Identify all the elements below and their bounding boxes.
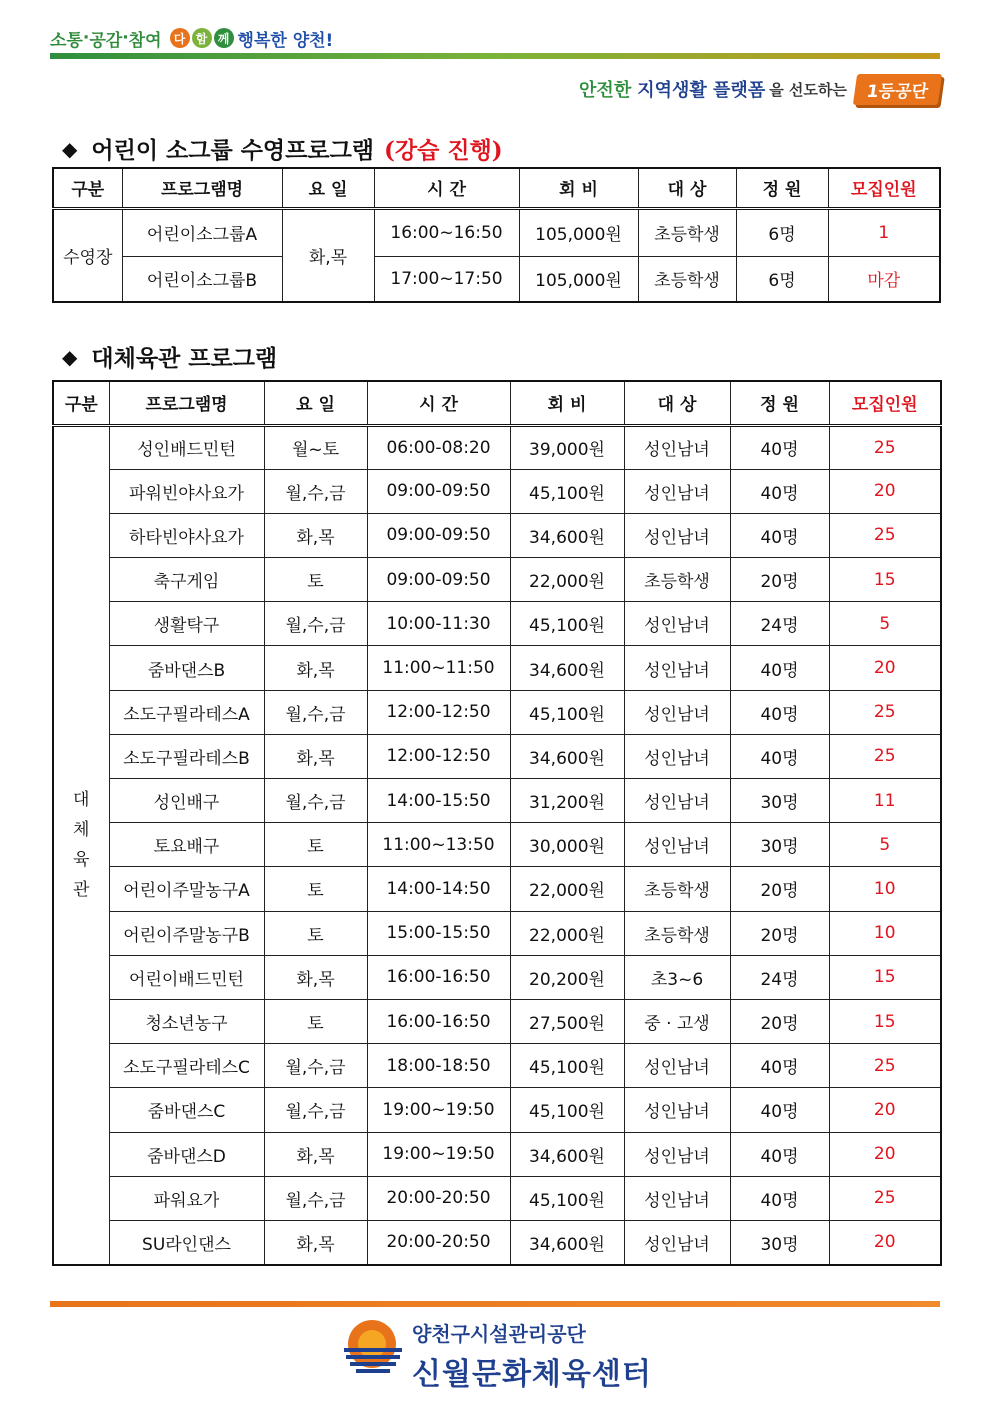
recruit-cell: 25 xyxy=(829,690,941,734)
col-header: 회 비 xyxy=(510,381,624,425)
recruit-cell: 20 xyxy=(829,1088,941,1132)
time-cell: 09:00-09:50 xyxy=(367,558,510,602)
diamond-bullet-icon: ◆ xyxy=(62,344,78,369)
fee-cell: 45,100원 xyxy=(510,1044,624,1088)
target-cell: 성인남녀 xyxy=(624,779,730,823)
table-row xyxy=(53,425,941,469)
recruit-cell: 10 xyxy=(829,911,941,955)
fee-cell: 22,000원 xyxy=(510,911,624,955)
capacity-cell: 24명 xyxy=(730,602,829,646)
days-cell: 화,목 xyxy=(282,208,374,302)
col-header: 대 상 xyxy=(638,168,736,208)
program-name: 어린이주말농구B xyxy=(109,911,264,955)
section1-title-text: 어린이 소그룹 수영프로그램 xyxy=(91,137,375,164)
time-cell: 11:00~11:50 xyxy=(367,646,510,690)
fee-cell: 105,000원 xyxy=(519,256,638,302)
capacity-cell: 20명 xyxy=(730,558,829,602)
capacity-cell: 40명 xyxy=(730,469,829,513)
slogan-right-3: 을 선도하는 xyxy=(769,80,847,99)
capacity-cell: 40명 xyxy=(730,1132,829,1176)
table-row xyxy=(53,690,941,734)
target-cell: 초등학생 xyxy=(638,256,736,302)
capacity-cell: 20명 xyxy=(730,999,829,1043)
target-cell: 초등학생 xyxy=(624,911,730,955)
target-cell: 초등학생 xyxy=(624,558,730,602)
days-cell: 토 xyxy=(264,823,367,867)
time-cell: 12:00-12:50 xyxy=(367,734,510,778)
col-header: 시 간 xyxy=(367,381,510,425)
days-cell: 월,수,금 xyxy=(264,1044,367,1088)
recruit-cell: 25 xyxy=(829,1044,941,1088)
col-header: 프로그램명 xyxy=(109,381,264,425)
table-row xyxy=(53,513,941,557)
time-cell: 19:00~19:50 xyxy=(367,1088,510,1132)
capacity-cell: 40명 xyxy=(730,425,829,469)
table-header-row xyxy=(53,168,940,208)
slogan-circle: 함 xyxy=(192,28,212,48)
target-cell: 초등학생 xyxy=(624,867,730,911)
col-header: 프로그램명 xyxy=(122,168,282,208)
recruit-cell: 15 xyxy=(829,999,941,1043)
section2-title xyxy=(62,340,277,373)
capacity-cell: 40명 xyxy=(730,513,829,557)
recruit-cell: 10 xyxy=(829,867,941,911)
slogan-right-1: 안전한 xyxy=(579,80,632,101)
time-cell: 11:00~13:50 xyxy=(367,823,510,867)
capacity-cell: 40명 xyxy=(730,1088,829,1132)
program-name: 소도구필라테스A xyxy=(109,690,264,734)
recruit-cell: 20 xyxy=(829,1132,941,1176)
footer-divider xyxy=(50,1301,940,1307)
time-cell: 09:00-09:50 xyxy=(367,513,510,557)
col-header: 모집인원 xyxy=(829,381,941,425)
category-cell: 수영장 xyxy=(53,208,122,302)
fee-cell: 105,000원 xyxy=(519,208,638,256)
time-cell: 20:00-20:50 xyxy=(367,1220,510,1264)
recruit-cell: 1 xyxy=(828,208,940,256)
time-cell: 15:00-15:50 xyxy=(367,911,510,955)
target-cell: 초3~6 xyxy=(624,955,730,999)
col-header: 회 비 xyxy=(519,168,638,208)
fee-cell: 31,200원 xyxy=(510,779,624,823)
table-row xyxy=(53,823,941,867)
fee-cell: 45,100원 xyxy=(510,602,624,646)
time-cell: 16:00-16:50 xyxy=(367,999,510,1043)
target-cell: 성인남녀 xyxy=(624,1176,730,1220)
table-row xyxy=(53,734,941,778)
capacity-cell: 40명 xyxy=(730,1044,829,1088)
time-cell: 16:00-16:50 xyxy=(367,955,510,999)
recruit-cell: 5 xyxy=(829,823,941,867)
fee-cell: 34,600원 xyxy=(510,513,624,557)
slogan-right-2: 지역생활 플랫폼 xyxy=(637,80,766,101)
capacity-cell: 20명 xyxy=(730,867,829,911)
header-slogan-right xyxy=(579,72,940,106)
fee-cell: 22,000원 xyxy=(510,867,624,911)
days-cell: 화,목 xyxy=(264,734,367,778)
header-slogan-left xyxy=(50,24,333,52)
capacity-cell: 24명 xyxy=(730,955,829,999)
table-row xyxy=(53,469,941,513)
target-cell: 성인남녀 xyxy=(624,823,730,867)
recruit-cell: 20 xyxy=(829,1220,941,1264)
program-name: 파워요가 xyxy=(109,1176,264,1220)
capacity-cell: 30명 xyxy=(730,1220,829,1264)
target-cell: 성인남녀 xyxy=(624,1088,730,1132)
time-cell: 14:00-15:50 xyxy=(367,779,510,823)
col-header: 구분 xyxy=(53,381,109,425)
recruit-cell: 20 xyxy=(829,469,941,513)
program-name: 청소년농구 xyxy=(109,999,264,1043)
diamond-bullet-icon: ◆ xyxy=(62,136,78,161)
days-cell: 월,수,금 xyxy=(264,690,367,734)
fee-cell: 45,100원 xyxy=(510,1176,624,1220)
time-cell: 17:00~17:50 xyxy=(374,256,519,302)
slogan-circle: 께 xyxy=(214,28,234,48)
table-row xyxy=(53,955,941,999)
time-cell: 12:00-12:50 xyxy=(367,690,510,734)
days-cell: 월,수,금 xyxy=(264,779,367,823)
table-row xyxy=(53,1220,941,1264)
fee-cell: 34,600원 xyxy=(510,1220,624,1264)
program-name: 줌바댄스C xyxy=(109,1088,264,1132)
time-cell: 19:00~19:50 xyxy=(367,1132,510,1176)
fee-cell: 45,100원 xyxy=(510,469,624,513)
program-name: 어린이소그룹A xyxy=(122,208,282,256)
fee-cell: 27,500원 xyxy=(510,999,624,1043)
days-cell: 토 xyxy=(264,558,367,602)
days-cell: 화,목 xyxy=(264,1132,367,1176)
col-header: 구분 xyxy=(53,168,122,208)
swim-program-table xyxy=(52,167,941,303)
category-char: 대 xyxy=(73,790,90,811)
recruit-cell: 5 xyxy=(829,602,941,646)
category-char: 육 xyxy=(73,850,90,871)
col-header: 정 원 xyxy=(730,381,829,425)
table-row xyxy=(53,1044,941,1088)
capacity-cell: 6명 xyxy=(736,256,828,302)
section1-title-note: (강습 진행) xyxy=(384,137,503,164)
fee-cell: 30,000원 xyxy=(510,823,624,867)
capacity-cell: 30명 xyxy=(730,823,829,867)
program-name: 소도구필라테스C xyxy=(109,1044,264,1088)
col-header: 정 원 xyxy=(736,168,828,208)
target-cell: 성인남녀 xyxy=(624,1132,730,1176)
table-row xyxy=(53,558,941,602)
center-logo-icon xyxy=(340,1318,410,1378)
days-cell: 화,목 xyxy=(264,1220,367,1264)
recruit-cell: 마감 xyxy=(828,256,940,302)
target-cell: 성인남녀 xyxy=(624,734,730,778)
fee-cell: 34,600원 xyxy=(510,646,624,690)
days-cell: 월,수,금 xyxy=(264,1176,367,1220)
days-cell: 월,수,금 xyxy=(264,469,367,513)
recruit-cell: 15 xyxy=(829,558,941,602)
recruit-cell: 15 xyxy=(829,955,941,999)
fee-cell: 45,100원 xyxy=(510,1088,624,1132)
capacity-cell: 40명 xyxy=(730,734,829,778)
capacity-cell: 20명 xyxy=(730,911,829,955)
table-row xyxy=(53,256,940,302)
days-cell: 화,목 xyxy=(264,955,367,999)
capacity-cell: 6명 xyxy=(736,208,828,256)
category-char: 체 xyxy=(73,820,90,841)
recruit-cell: 25 xyxy=(829,513,941,557)
target-cell: 성인남녀 xyxy=(624,469,730,513)
fee-cell: 45,100원 xyxy=(510,690,624,734)
program-name: 어린이배드민턴 xyxy=(109,955,264,999)
table-row xyxy=(53,779,941,823)
fee-cell: 34,600원 xyxy=(510,1132,624,1176)
col-header: 대 상 xyxy=(624,381,730,425)
target-cell: 성인남녀 xyxy=(624,513,730,557)
time-cell: 20:00-20:50 xyxy=(367,1176,510,1220)
footer-org: 양천구시설관리공단 xyxy=(412,1322,586,1346)
target-cell: 성인남녀 xyxy=(624,602,730,646)
capacity-cell: 40명 xyxy=(730,1176,829,1220)
slogan-circle: 다 xyxy=(170,28,190,48)
capacity-cell: 40명 xyxy=(730,690,829,734)
time-cell: 14:00-14:50 xyxy=(367,867,510,911)
gym-program-table xyxy=(52,380,942,1266)
table-row xyxy=(53,1176,941,1220)
program-name: 줌바댄스D xyxy=(109,1132,264,1176)
program-name: 파워빈야사요가 xyxy=(109,469,264,513)
time-cell: 10:00-11:30 xyxy=(367,602,510,646)
fee-cell: 22,000원 xyxy=(510,558,624,602)
program-name: 어린이주말농구A xyxy=(109,867,264,911)
header-divider xyxy=(50,53,940,59)
recruit-cell: 25 xyxy=(829,425,941,469)
footer-text xyxy=(412,1318,652,1393)
program-name: 소도구필라테스B xyxy=(109,734,264,778)
slogan-dot: · xyxy=(82,28,90,48)
category-cell xyxy=(53,425,109,1265)
time-cell: 18:00-18:50 xyxy=(367,1044,510,1088)
target-cell: 성인남녀 xyxy=(624,1044,730,1088)
category-char: 관 xyxy=(73,880,90,901)
days-cell: 토 xyxy=(264,999,367,1043)
target-cell: 초등학생 xyxy=(638,208,736,256)
days-cell: 화,목 xyxy=(264,646,367,690)
table-row xyxy=(53,1132,941,1176)
recruit-cell: 25 xyxy=(829,734,941,778)
program-name: SU라인댄스 xyxy=(109,1220,264,1264)
first-place-badge: 1등공단 xyxy=(853,74,942,105)
section2-title-text: 대체육관 프로그램 xyxy=(91,345,278,372)
recruit-cell: 25 xyxy=(829,1176,941,1220)
recruit-cell: 11 xyxy=(829,779,941,823)
program-name: 토요배구 xyxy=(109,823,264,867)
target-cell: 성인남녀 xyxy=(624,646,730,690)
time-cell: 06:00-08:20 xyxy=(367,425,510,469)
table-header-row xyxy=(53,381,941,425)
slogan-word: 공감 xyxy=(89,30,123,51)
days-cell: 화,목 xyxy=(264,513,367,557)
table-row xyxy=(53,867,941,911)
table-row xyxy=(53,1088,941,1132)
footer-center: 신월문화체육센터 xyxy=(412,1357,652,1392)
days-cell: 월,수,금 xyxy=(264,1088,367,1132)
days-cell: 토 xyxy=(264,911,367,955)
table-row xyxy=(53,646,941,690)
slogan-word: 참여 xyxy=(128,30,162,51)
target-cell: 중 · 고생 xyxy=(624,999,730,1043)
col-header: 요 일 xyxy=(264,381,367,425)
time-cell: 16:00~16:50 xyxy=(374,208,519,256)
recruit-cell: 20 xyxy=(829,646,941,690)
slogan-happy: 행복한 양천! xyxy=(237,30,334,51)
target-cell: 성인남녀 xyxy=(624,690,730,734)
section1-title xyxy=(62,132,503,165)
table-row xyxy=(53,602,941,646)
days-cell: 월,수,금 xyxy=(264,602,367,646)
fee-cell: 34,600원 xyxy=(510,734,624,778)
program-name: 성인배구 xyxy=(109,779,264,823)
slogan-word: 소통 xyxy=(50,30,83,51)
col-header: 모집인원 xyxy=(828,168,940,208)
days-cell: 월~토 xyxy=(264,425,367,469)
fee-cell: 39,000원 xyxy=(510,425,624,469)
target-cell: 성인남녀 xyxy=(624,1220,730,1264)
program-name: 성인배드민턴 xyxy=(109,425,264,469)
program-name: 생활탁구 xyxy=(109,602,264,646)
table-row xyxy=(53,911,941,955)
time-cell: 09:00-09:50 xyxy=(367,469,510,513)
capacity-cell: 40명 xyxy=(730,646,829,690)
col-header: 요 일 xyxy=(282,168,374,208)
program-name: 줌바댄스B xyxy=(109,646,264,690)
program-name: 어린이소그룹B xyxy=(122,256,282,302)
col-header: 시 간 xyxy=(374,168,519,208)
table-row xyxy=(53,999,941,1043)
target-cell: 성인남녀 xyxy=(624,425,730,469)
program-name: 하타빈야사요가 xyxy=(109,513,264,557)
table-row xyxy=(53,208,940,256)
fee-cell: 20,200원 xyxy=(510,955,624,999)
slogan-dot: · xyxy=(122,28,129,48)
capacity-cell: 30명 xyxy=(730,779,829,823)
program-name: 축구게임 xyxy=(109,558,264,602)
days-cell: 토 xyxy=(264,867,367,911)
